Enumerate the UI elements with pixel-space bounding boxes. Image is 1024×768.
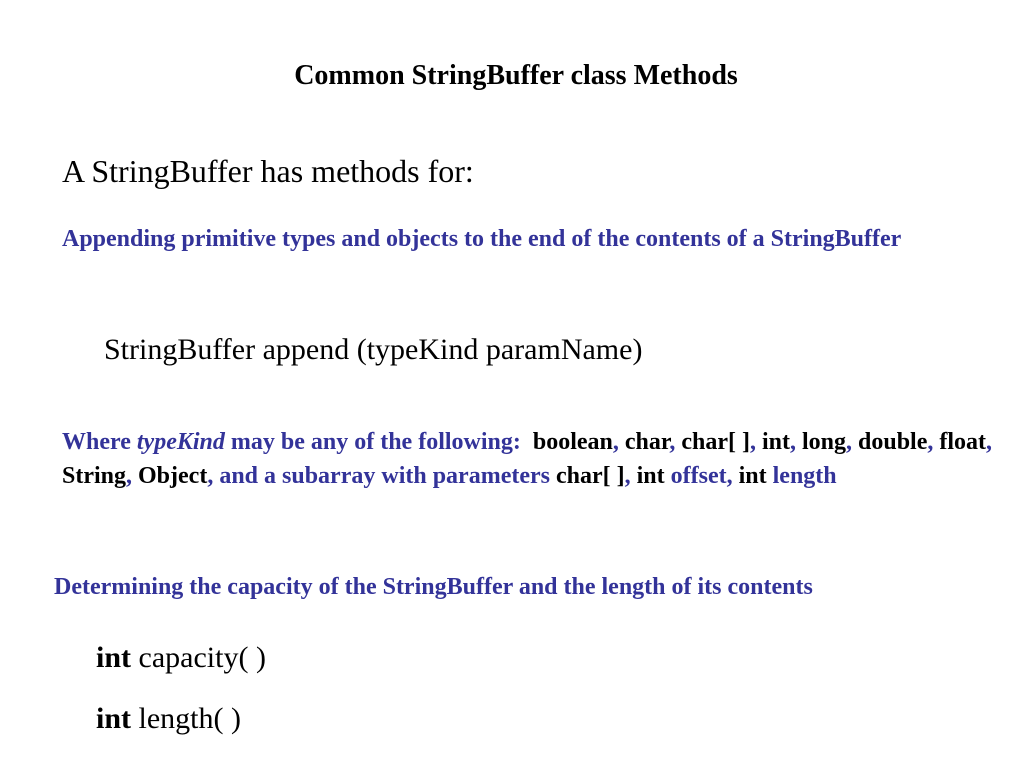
typekind-description: Where typeKind may be any of the following: boolean, char, char[ ], int, long, double, float, String, Object, and a subarray with parameters char[ ], int offset, int length [62, 429, 993, 489]
type-int: int [761, 429, 790, 455]
subarray-text: and a subarray with parameters [219, 463, 550, 489]
typekind-term: typeKind [136, 429, 225, 455]
subarray-param-type: int [636, 463, 665, 489]
append-signature: StringBuffer append (typeKind paramName) [104, 333, 643, 366]
type-long: long [802, 429, 847, 455]
subarray-param-name: offset [670, 463, 727, 489]
type-float: float [939, 429, 987, 455]
slide-title: Common StringBuffer class Methods [294, 60, 738, 91]
intro-text: A StringBuffer has methods for: [62, 153, 474, 189]
append-heading: Appending primitive types and objects to the end of the contents of a StringBuffer [62, 226, 902, 252]
subarray-param-name: length [772, 463, 837, 489]
type-char: char [624, 429, 670, 455]
type-char-array: char[ ] [681, 429, 750, 455]
method-name: capacity( ) [138, 641, 266, 674]
type-object: Object [138, 463, 208, 489]
return-type: int [96, 702, 132, 735]
capacity-heading: Determining the capacity of the StringBuffer and the length of its contents [54, 574, 813, 600]
type-boolean: boolean [532, 429, 613, 455]
subarray-param-type: int [738, 463, 767, 489]
return-type: int [96, 641, 132, 674]
method-name: length( ) [138, 702, 241, 735]
where-mid: may be any of the following: [230, 429, 521, 455]
where-prefix: Where [62, 429, 131, 455]
type-string: String [62, 463, 127, 489]
method-length [96, 702, 241, 736]
type-double: double [858, 429, 928, 455]
subarray-param-type: char[ ] [555, 463, 625, 489]
method-capacity [96, 641, 266, 675]
